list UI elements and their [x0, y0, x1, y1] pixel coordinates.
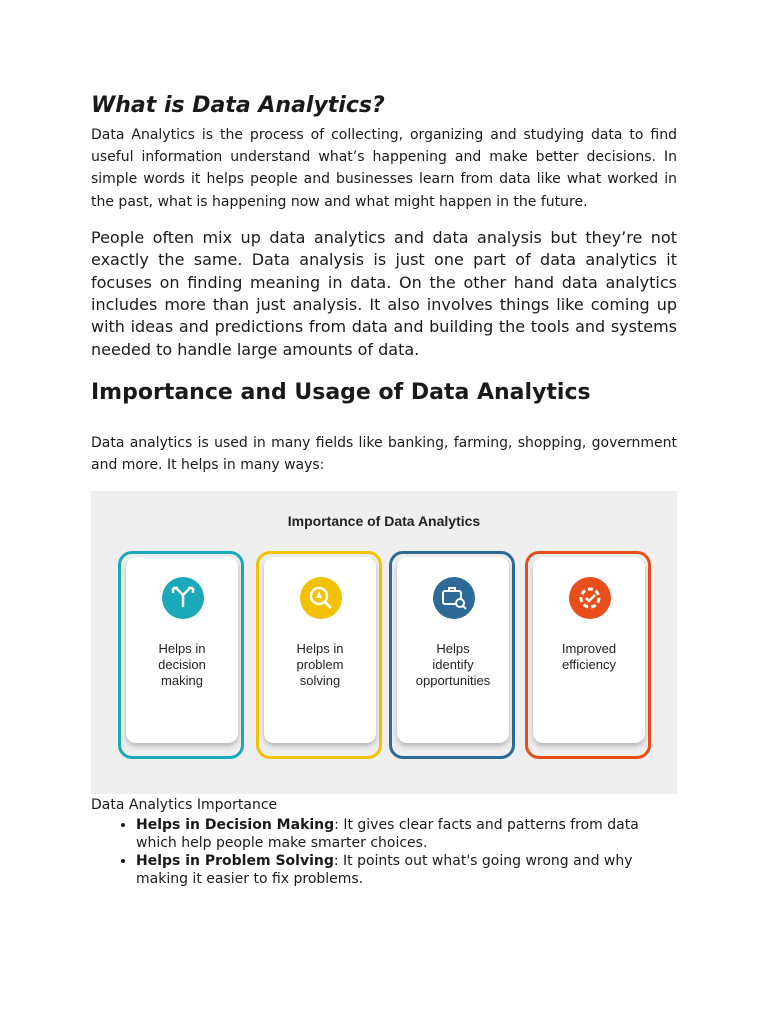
list-item [136, 816, 677, 852]
comparison-paragraph: People often mix up data analytics and data analysis but they’re not exactly the same. Data analysis is just one part of data analytics it focuses on finding meaning in data. On the other hand data analytics includes more than just analysis. It also involves things like coming up with ideas and predictions from data and building the tools and systems needed to handle large amounts of data. [91, 227, 677, 359]
problem-solving-icon [300, 577, 342, 619]
card-improved-efficiency [525, 551, 651, 759]
decision-arrows-icon [162, 577, 204, 619]
card-label: Improved efficiency [561, 640, 617, 672]
card-body [397, 557, 509, 743]
card-body [264, 557, 376, 743]
figure-caption: Data Analytics Importance [91, 796, 278, 813]
importance-figure [91, 491, 677, 794]
article [91, 92, 677, 888]
bullet-list [91, 816, 677, 888]
efficiency-gear-icon [569, 577, 611, 619]
intro-paragraph: Data Analytics is the process of collecting, organizing and studying data to find useful information understand what’s happening and make better decisions. In simple words it helps people and businesses learn from data like what worked in the past, what is happening now and what might happen in the future. [91, 127, 677, 210]
section-heading: Importance and Usage of Data Analytics [91, 380, 591, 406]
briefcase-search-icon [433, 577, 475, 619]
card-label: Helps in problem solving [296, 640, 344, 688]
card-identify-opportunities [389, 551, 515, 759]
card-decision-making [118, 551, 244, 759]
card-label: Helps in decision making [158, 640, 206, 688]
figure-title: Importance of Data Analytics [287, 512, 481, 529]
card-label: Helps identify opportunities [415, 640, 491, 688]
usage-paragraph: Data analytics is used in many fields like banking, farming, shopping, government and more. It helps in many ways: [91, 435, 677, 474]
card-body [533, 557, 645, 743]
card-problem-solving [256, 551, 382, 759]
bullet-text: : It gives clear facts and patterns from data which help people make smarter choices. [136, 816, 639, 851]
list-item [136, 852, 677, 888]
bullet-text: : It points out what's going wrong and why making it easier to fix problems. [136, 852, 633, 887]
page-title: What is Data Analytics? [91, 93, 385, 118]
bullet-term: Helps in Problem Solving [136, 852, 334, 869]
card-body [126, 557, 238, 743]
bullet-term: Helps in Decision Making [136, 816, 335, 833]
